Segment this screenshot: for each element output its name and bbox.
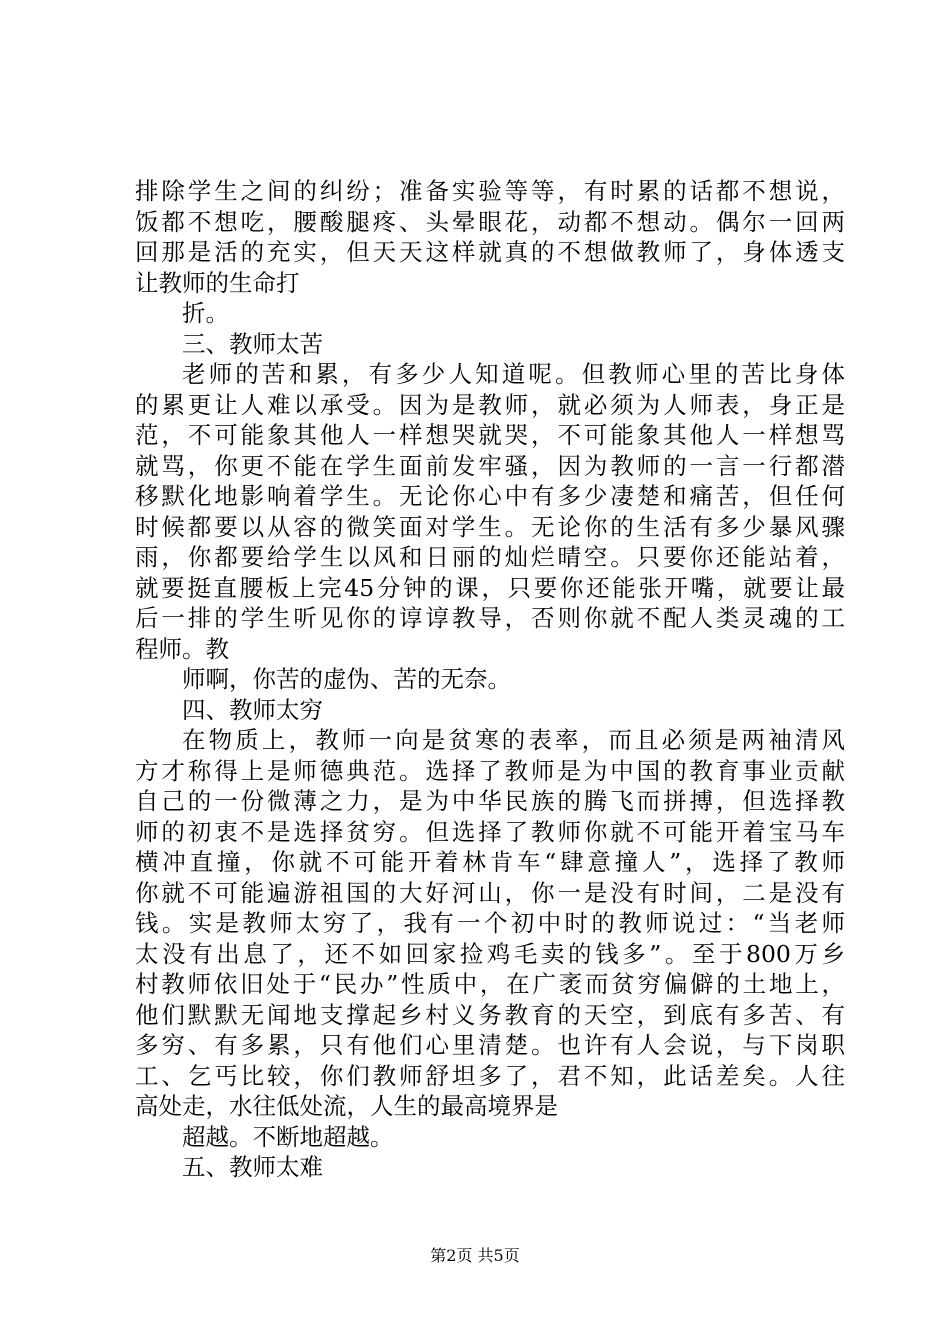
text-line: 多穷、有多累，只有他们心里清楚。也许有人会说，与下岗职 — [135, 1031, 845, 1059]
text-line: 自己的一份微薄之力，是为中华民族的腾飞而拼搏，但选择教 — [135, 787, 845, 815]
text-line: 工、乞丐比较，你们教师舒坦多了，君不知，此话差矣。人往 — [135, 1061, 845, 1090]
text-line: 你就不可能遍游祖国的大好河山，你一是没有时间，二是没有 — [135, 878, 845, 907]
text-line: 后一排的学生听见你的谆谆教导，否则你就不配人类灵魂的工 — [135, 604, 845, 632]
text-line: 超越。不断地超越。 — [182, 1122, 394, 1151]
text-line: 饭都不想吃，腰酸腿疼、头晕眼花，动都不想动。偶尔一回两 — [135, 207, 845, 236]
text-line: 四、教师太穷 — [182, 695, 323, 724]
text-line: 钱。实是教师太穷了，我有一个初中时的教师说过：“当老师 — [135, 909, 845, 937]
text-line: 程师。教 — [135, 634, 229, 663]
text-line: 老师的苦和累，有多少人知道呢。但教师心里的苦比身体 — [182, 360, 845, 388]
text-line: 移默化地影响着学生。无论你心中有多少凄楚和痛苦，但任何 — [135, 482, 845, 510]
page-footer — [0, 1246, 950, 1266]
page-number: 第2页 共5页 — [430, 1246, 520, 1265]
text-line: 让教师的生命打 — [135, 268, 300, 297]
text-line: 雨，你都要给学生以风和日丽的灿烂晴空。只要你还能站着， — [135, 543, 845, 571]
text-line: 在物质上，教师一向是贫寒的表率，而且必须是两袖清风 — [182, 726, 845, 754]
document-body — [135, 176, 845, 1183]
text-line: 就骂，你更不能在学生面前发牢骚，因为教师的一言一行都潜 — [135, 451, 845, 480]
text-line: 折。 — [182, 299, 229, 327]
text-line: 的累更让人难以承受。因为是教师，就必须为人师表，身正是 — [135, 390, 845, 419]
text-line: 高处走，水往低处流，人生的最高境界是 — [135, 1092, 558, 1120]
text-line: 就要挺直腰板上完45分钟的课，只要你还能张开嘴，就要让最 — [135, 573, 845, 602]
text-line: 五、教师太难 — [182, 1153, 323, 1181]
text-line: 师啊，你苦的虚伪、苦的无奈。 — [182, 665, 511, 693]
text-line: 村教师依旧处于“民办”性质中，在广袤而贫穷偏僻的土地上， — [135, 970, 845, 998]
text-line: 师的初衷不是选择贫穷。但选择了教师你就不可能开着宝马车 — [135, 817, 845, 846]
text-line: 方才称得上是师德典范。选择了教师是为中国的教育事业贡献 — [135, 756, 845, 785]
text-line: 他们默默无闻地支撑起乡村义务教育的天空，到底有多苦、有 — [135, 1000, 845, 1029]
text-line: 回那是活的充实，但天天这样就真的不想做教师了，身体透支 — [135, 238, 845, 266]
text-line: 三、教师太苦 — [182, 329, 323, 358]
text-line: 横冲直撞，你就不可能开着林肯车“肆意撞人”，选择了教师 — [135, 848, 845, 876]
text-line: 太没有出息了，还不如回家捡鸡毛卖的钱多”。至于800万乡 — [135, 939, 845, 968]
text-line: 时候都要以从容的微笑面对学生。无论你的生活有多少暴风骤 — [135, 512, 845, 541]
text-line: 排除学生之间的纠纷；准备实验等等，有时累的话都不想说， — [135, 177, 845, 205]
text-line: 范，不可能象其他人一样想哭就哭，不可能象其他人一样想骂 — [135, 421, 845, 449]
